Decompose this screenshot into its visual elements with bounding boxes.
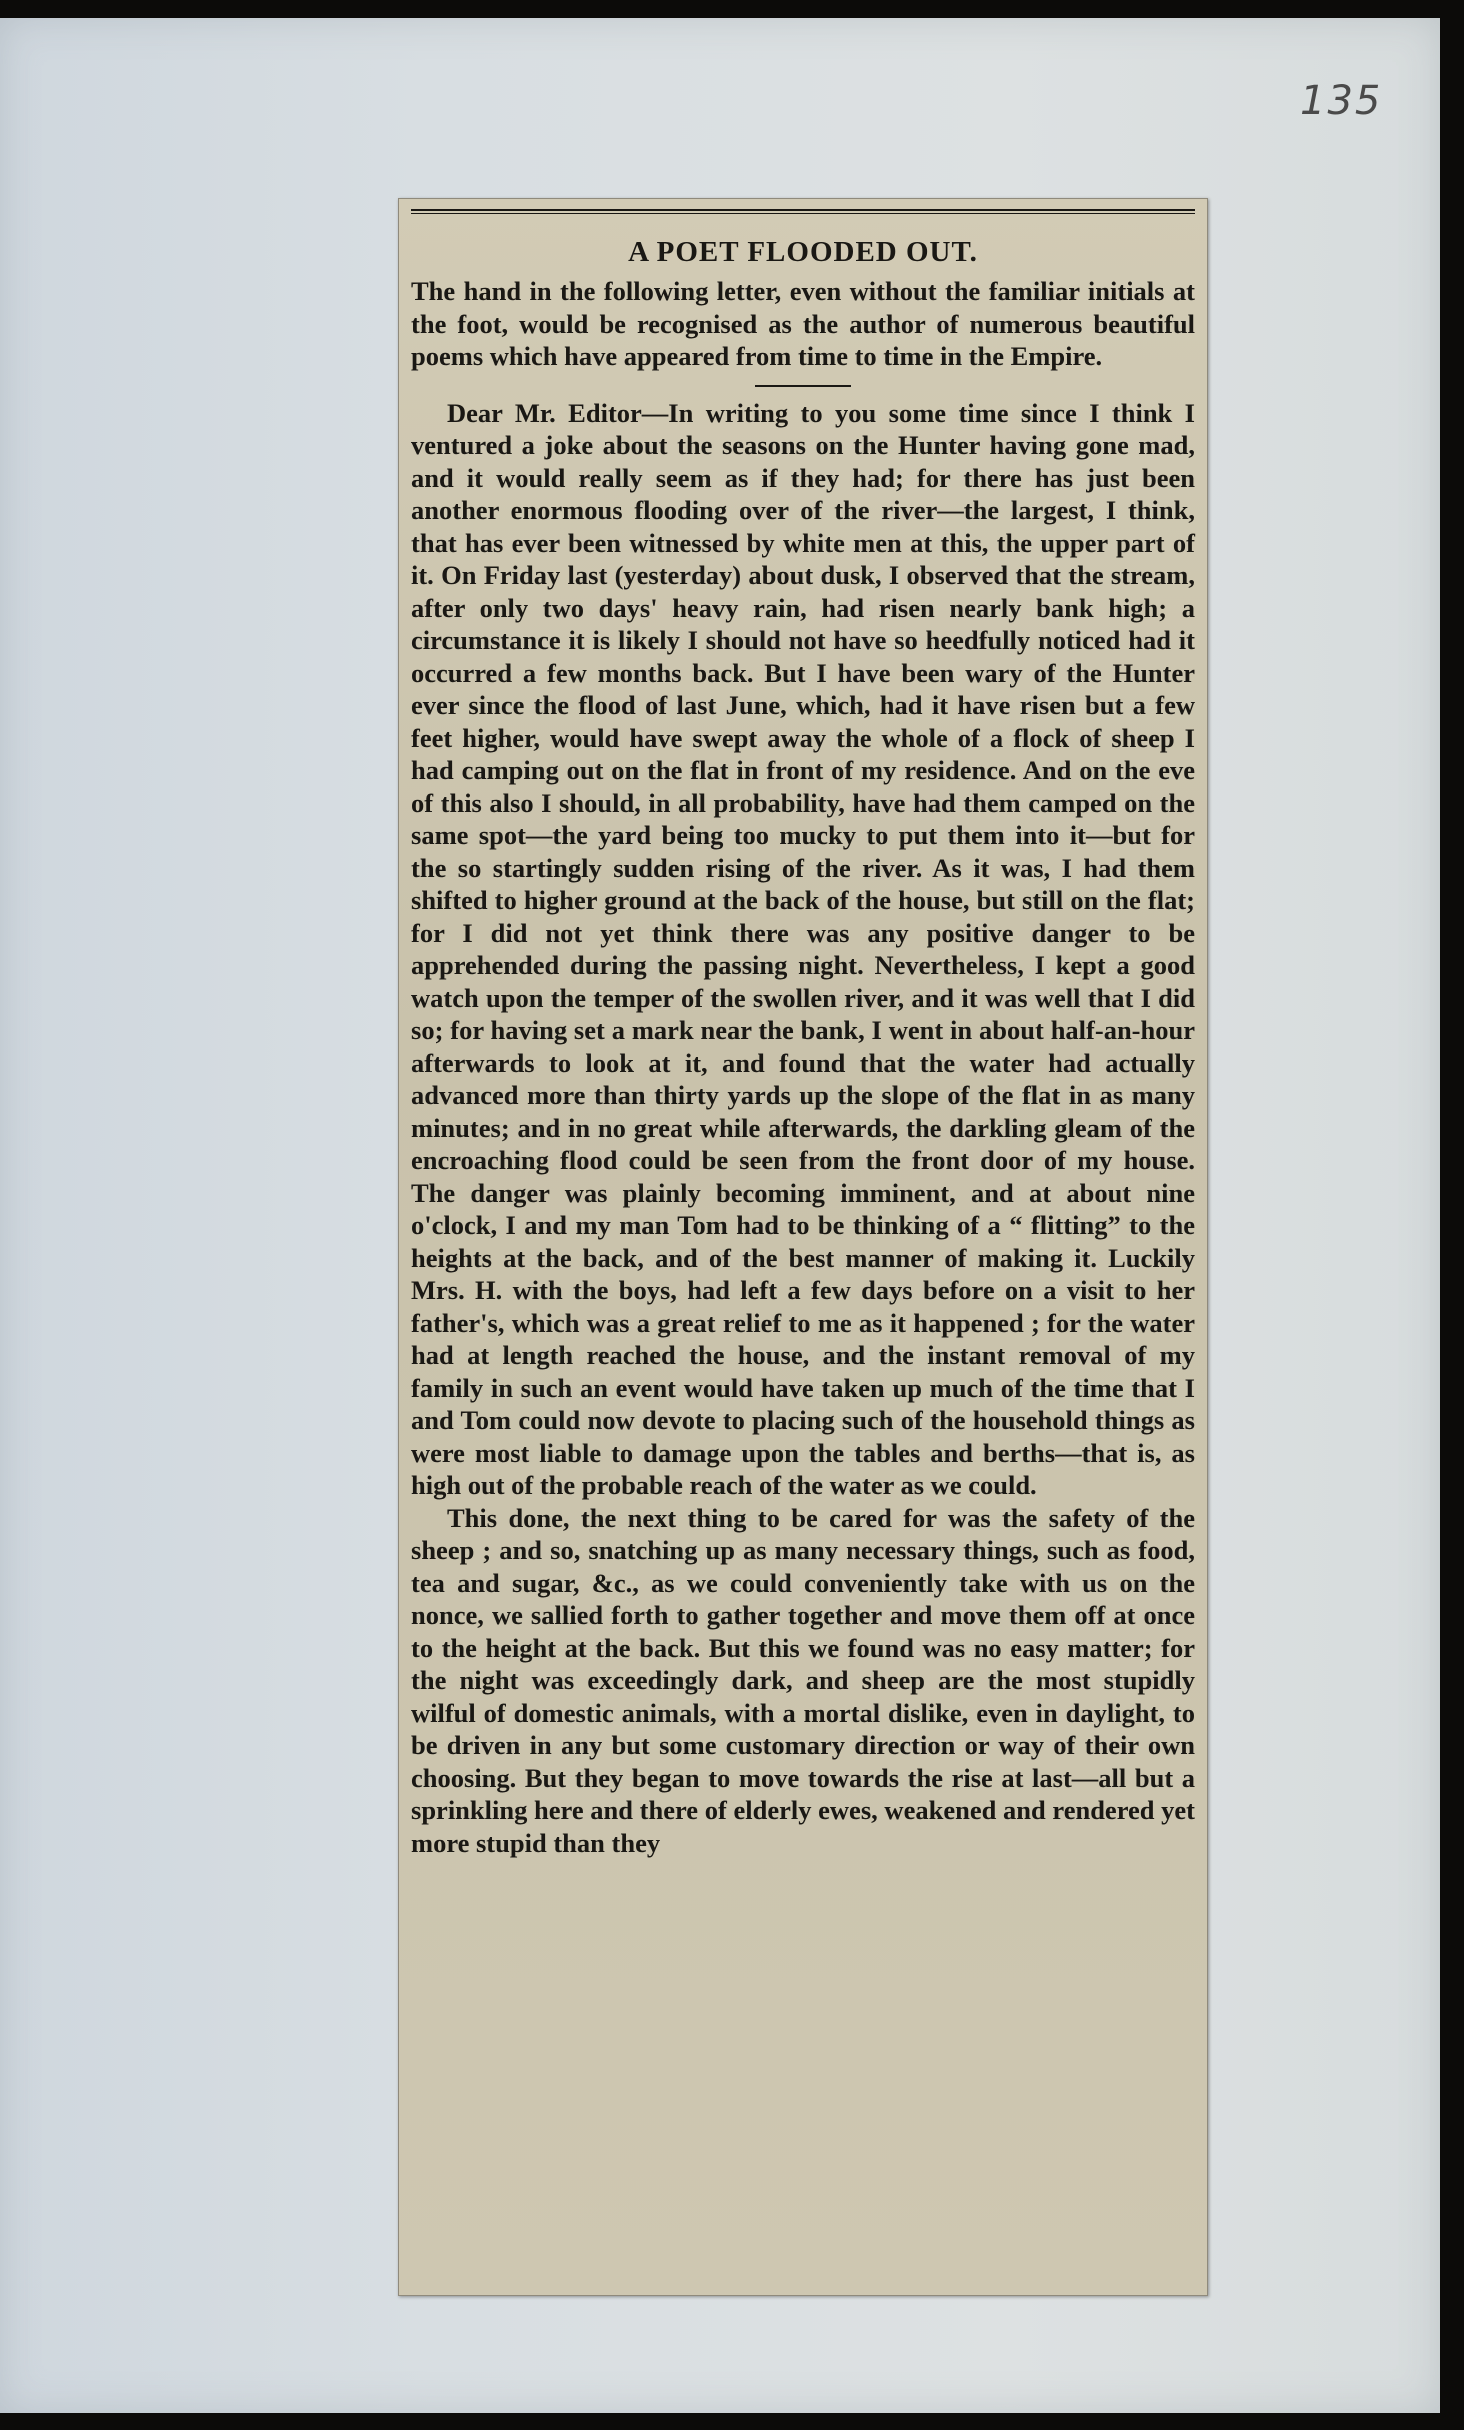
letter-paragraph-1: Dear Mr. Editor—In writing to you some time since I think I ventured a joke about the seasons on the Hunter having gone mad, and it would really seem as if they had; for there has just been another enormous flooding over of the river—the largest, I think, that has ever been witnessed by white men at this, the upper part of it. On Friday last (yesterday) about dusk, I observed that the stream, after only two days' heavy rain, had risen nearly bank high; a circumstance it is likely I should not have so heedfully noticed had it occurred a few months back. But I have been wary of the Hunter ever since the flood of last June, which, had it have risen but a few feet higher, would have swept away the whole of a flock of sheep I had camping out on the flat in front of my residence. And on the eve of this also I should, in all probability, have had them camped on the same spot—the yard being too mucky to put them into it—but for the so startingly sudden rising of the river. As it was, I had them shifted to higher ground at the back of the house, but still on the flat; for I did not yet think there was any positive danger to be apprehended during the passing night. Nevertheless, I kept a good watch upon the temper of the swollen river, and it was well that I did so; for having set a mark near the bank, I went in about half-an-hour afterwards to look at it, and found that the water had actually advanced more than thirty yards up the slope of the flat in as many minutes; and in no great while afterwards, the darkling gleam of the encroaching flood could be seen from the front door of my house. The danger was plainly becoming imminent, and at about nine o'clock, I and my man Tom had to be thinking of a “ flitting” to the heights at the back, and of the best manner of making it. Luckily Mrs. H. with the boys, had left a few days before on a visit to her father's, which was a great relief to me as it happened ; for the water had at length reached the house, and the instant removal of my family in such an event would have taken up much of the time that I and Tom could now devote to placing such of the household things as were most liable to damage upon the tables and berths—that is, as high out of the probable reach of the water as we could. (411, 397, 1195, 1500)
article-intro: The hand in the following letter, even without the familiar initials at the foot, would be recognised as the author of numerous beautiful poems which have appeared from time to time in the Empire. (411, 276, 1195, 371)
newspaper-clipping (398, 198, 1208, 2296)
page-number: 135 (1300, 78, 1383, 124)
section-divider (755, 385, 851, 387)
article-headline: A POET FLOODED OUT. (628, 236, 978, 268)
scrapbook-page (0, 18, 1440, 2413)
top-rule (411, 209, 1195, 214)
letter-paragraph-2: This done, the next thing to be cared for was the safety of the sheep ; and so, snatching up as many necessary things, such as food, tea and sugar, &c., as we could conveniently take with us on the nonce, we sallied forth to gather together and move them off at once to the height at the back. But this we found was no easy matter; for the night was exceedingly dark, and sheep are the most stupidly wilful of domestic animals, with a mortal dislike, even in daylight, to be driven in any but some customary direction or way of their own choosing. But they began to move towards the rise at last—all but a sprinkling here and there of elderly ewes, weakened and rendered yet more stupid than they (411, 1502, 1195, 1858)
